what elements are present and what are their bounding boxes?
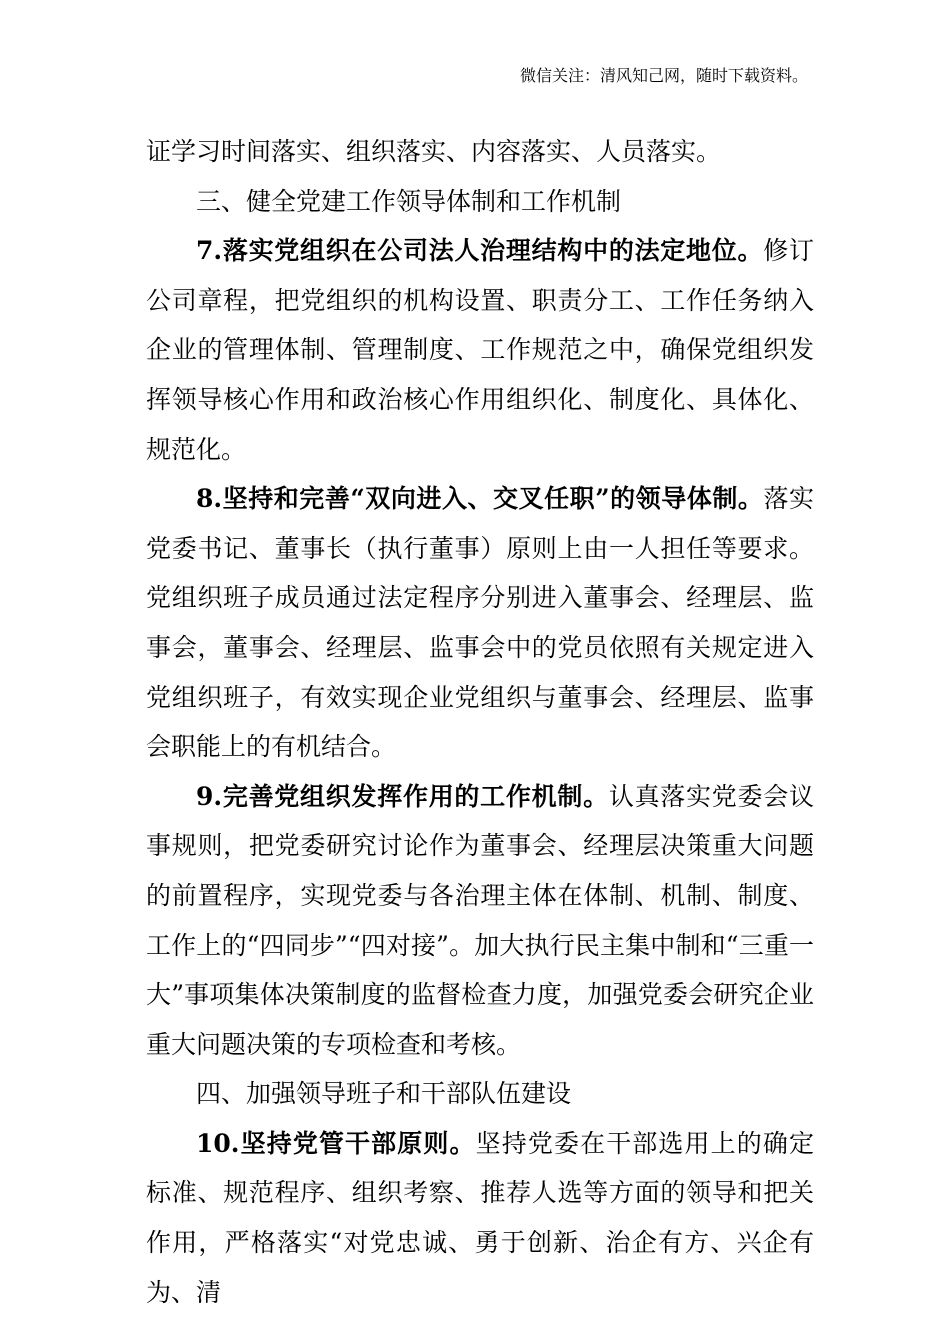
paragraph-9: [146, 772, 814, 1070]
paragraph-9-lead: 9.完善党组织发挥作用的工作机制。: [196, 781, 609, 811]
paragraph-10: [146, 1119, 814, 1317]
paragraph-7-lead: 7.落实党组织在公司法人治理结构中的法定地位。: [196, 236, 764, 266]
paragraph-8: [146, 474, 814, 772]
paragraph-10-lead: 10.坚持党管干部原则。: [196, 1128, 476, 1158]
paragraph-7-text: 修订公司章程，把党组织的机构设置、职责分工、工作任务纳入企业的管理体制、管理制度、工作规范之中，确保党组织发挥领导核心作用和政治核心作用组织化、制度化、具体化、规范化。: [146, 236, 814, 464]
paragraph-8-text: 落实党委书记、董事长（执行董事）原则上由一人担任等要求。党组织班子成员通过法定程序分别进入董事会、经理层、监事会，董事会、经理层、监事会中的党员依照有关规定进入党组织班子，有效实现企业党组织与董事会、经理层、监事会职能上的有机结合。: [146, 484, 814, 762]
paragraph-8-lead: 8.坚持和完善“双向进入、交叉任职”的领导体制。: [196, 484, 764, 514]
paragraph-continuation: 证学习时间落实、组织落实、内容落实、人员落实。: [146, 137, 722, 166]
section-heading-3: 三、健全党建工作领导体制和工作机制: [196, 186, 622, 216]
section-heading-4: 四、加强领导班子和干部队伍建设: [196, 1079, 572, 1109]
paragraph-9-text: 认真落实党委会议事规则，把党委研究讨论作为董事会、经理层决策重大问题的前置程序，实现党委与各治理主体在体制、机制、制度、工作上的“四同步”“四对接”。加大执行民主集中制和“三重一大”事项集体决策制度的监督检查力度，加强党委会研究企业重大问题决策的专项检查和考核。: [146, 781, 814, 1059]
document-body: [146, 127, 814, 1317]
paragraph-10-text: 坚持党委在干部选用上的确定标准、规范程序、组织考察、推荐人选等方面的领导和把关作用，严格落实“对党忠诚、勇于创新、治企有方、兴企有为、清: [146, 1128, 814, 1307]
paragraph-7: [146, 226, 814, 474]
header-note: 微信关注：清风知己网，随时下载资料。: [519, 66, 808, 85]
